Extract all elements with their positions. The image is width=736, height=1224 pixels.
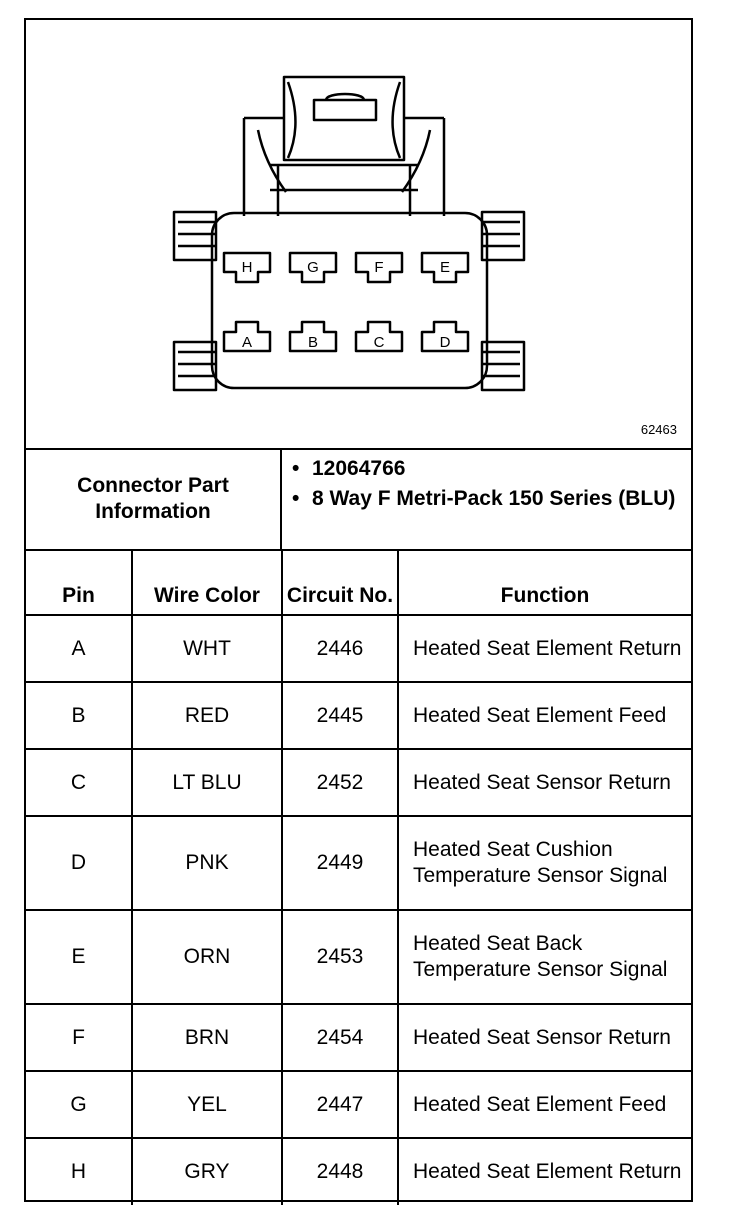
table-row xyxy=(26,1138,691,1205)
header-pin: Pin xyxy=(26,549,132,615)
part-number: • 12064766 xyxy=(312,456,691,482)
cavity-label-f: F xyxy=(374,259,384,276)
table-header-row xyxy=(26,549,691,615)
wire-color-cell: PNK xyxy=(132,816,282,910)
circuit-cell: 2447 xyxy=(282,1071,398,1138)
table-row xyxy=(26,816,691,910)
circuit-cell: 2446 xyxy=(282,615,398,682)
wire-color-cell: WHT xyxy=(132,615,282,682)
pin-cell: B xyxy=(26,682,132,749)
table-row xyxy=(26,1071,691,1138)
pin-cell: A xyxy=(26,615,132,682)
circuit-cell: 2449 xyxy=(282,816,398,910)
wire-color-cell: GRY xyxy=(132,1138,282,1205)
function-cell: Heated Seat Cushion Temperature Sensor Signal xyxy=(398,816,691,910)
header-wire-color: Wire Color xyxy=(132,549,282,615)
header-function: Function xyxy=(398,549,691,615)
connector-part-info xyxy=(26,448,691,551)
function-cell: Heated Seat Element Feed xyxy=(398,1071,691,1138)
circuit-cell: 2454 xyxy=(282,1004,398,1071)
cavity-label-e: E xyxy=(439,259,451,276)
pin-cell: H xyxy=(26,1138,132,1205)
header-circuit-no: Circuit No. xyxy=(282,549,398,615)
function-cell: Heated Seat Element Return xyxy=(398,1138,691,1205)
figure-number: 62463 xyxy=(640,422,677,437)
wire-color-cell: ORN xyxy=(132,910,282,1004)
table-row xyxy=(26,1004,691,1071)
function-cell: Heated Seat Element Return xyxy=(398,615,691,682)
circuit-cell: 2445 xyxy=(282,682,398,749)
wire-color-cell: RED xyxy=(132,682,282,749)
table-row xyxy=(26,910,691,1004)
pin-cell: D xyxy=(26,816,132,910)
table-row xyxy=(26,682,691,749)
circuit-cell: 2453 xyxy=(282,910,398,1004)
connector-page xyxy=(24,18,693,1202)
wire-color-cell: YEL xyxy=(132,1071,282,1138)
pin-cell: C xyxy=(26,749,132,816)
pinout-table xyxy=(26,549,691,1205)
connector-diagram xyxy=(26,20,691,450)
function-cell: Heated Seat Element Feed xyxy=(398,682,691,749)
connector-description: • 8 Way F Metri-Pack 150 Series (BLU) xyxy=(312,486,691,512)
table-row xyxy=(26,615,691,682)
pin-cell: G xyxy=(26,1071,132,1138)
function-cell: Heated Seat Back Temperature Sensor Signal xyxy=(398,910,691,1004)
cavity-label-g: G xyxy=(307,259,319,276)
connector-face-drawing xyxy=(26,20,691,448)
cavity-label-d: D xyxy=(439,334,451,351)
function-cell: Heated Seat Sensor Return xyxy=(398,749,691,816)
cavity-label-c: C xyxy=(373,334,385,351)
cavity-label-b: B xyxy=(307,334,319,351)
connector-part-info-title: Connector Part Information xyxy=(26,448,282,549)
cavity-label-a: A xyxy=(241,334,253,351)
wire-color-cell: BRN xyxy=(132,1004,282,1071)
circuit-cell: 2448 xyxy=(282,1138,398,1205)
table-row xyxy=(26,749,691,816)
cavity-label-h: H xyxy=(241,259,253,276)
pin-cell: E xyxy=(26,910,132,1004)
function-cell: Heated Seat Sensor Return xyxy=(398,1004,691,1071)
circuit-cell: 2452 xyxy=(282,749,398,816)
wire-color-cell: LT BLU xyxy=(132,749,282,816)
connector-part-info-list xyxy=(282,448,691,549)
pin-cell: F xyxy=(26,1004,132,1071)
